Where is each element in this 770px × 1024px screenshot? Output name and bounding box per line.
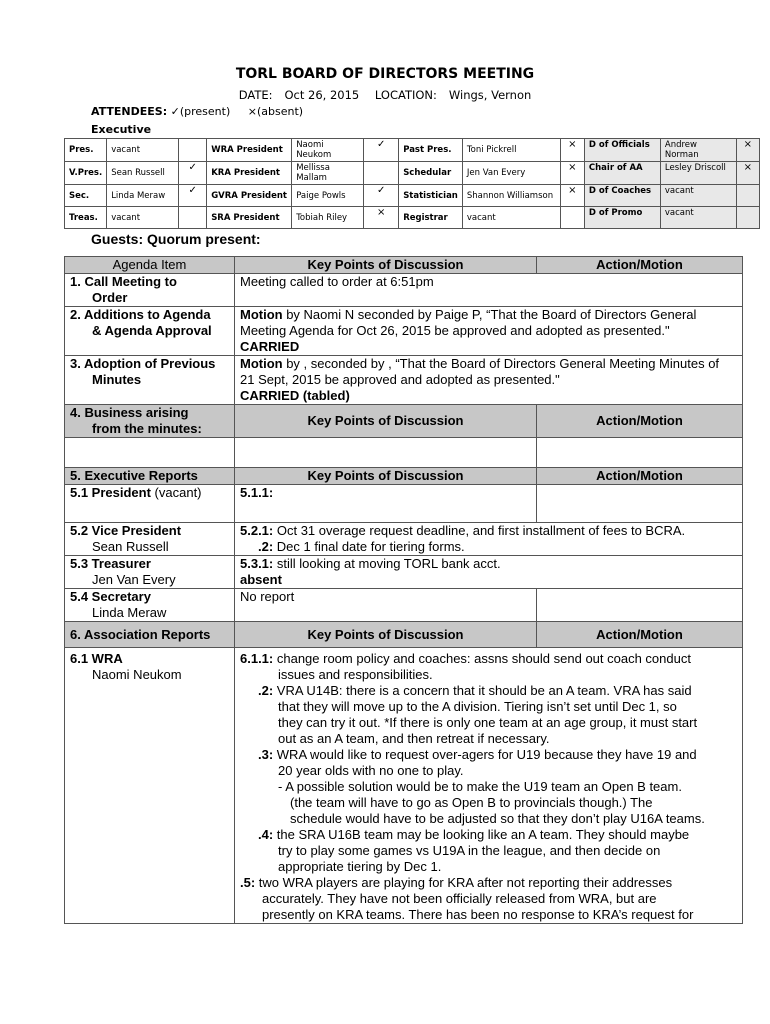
role-label: Treas. [65, 207, 107, 229]
agenda-row-vice-president [65, 523, 743, 556]
role-label: GVRA President [207, 185, 292, 207]
discussion-cell [235, 648, 743, 924]
point-text: VRA U14B: there is a concern that it should be an A team. VRA has said [273, 683, 692, 698]
attendance-mark [736, 207, 759, 229]
member-name: vacant [107, 207, 179, 229]
agenda-item-cell [65, 648, 235, 924]
agenda-item-cell [65, 523, 235, 556]
role-label: Schedular [399, 162, 463, 185]
point-text: - A possible solution would be to make the U19 team an Open B team. [278, 779, 682, 794]
empty-cell [235, 438, 537, 468]
point-number: 6.1.1: [240, 651, 274, 666]
attendance-mark: × [736, 162, 759, 185]
attendance-mark [560, 207, 584, 229]
action-motion-heading: Action/Motion [537, 468, 743, 485]
point-text: schedule would have to be adjusted so that they don’t play U16A teams. [290, 811, 705, 826]
agenda-item-label: 3. Adoption of Previous [70, 356, 216, 371]
executive-table [64, 138, 760, 229]
empty-cell [65, 438, 235, 468]
role-label: Pres. [65, 139, 107, 162]
member-name: Linda Meraw [107, 185, 179, 207]
agenda-item-cell [65, 274, 235, 307]
vacant-note: (vacant) [150, 485, 202, 500]
agenda-item-label: 5.2 Vice President [70, 523, 182, 538]
attendance-mark: × [560, 139, 584, 162]
agenda-item-cell [65, 405, 235, 438]
member-name: Jen Van Every [462, 162, 560, 185]
agenda-row-secretary [65, 589, 743, 622]
agenda-item-cell [65, 485, 235, 523]
header-action-motion: Action/Motion [537, 257, 743, 274]
header-agenda-item: Agenda Item [65, 257, 235, 274]
agenda-table [64, 256, 743, 924]
role-label: KRA President [207, 162, 292, 185]
agenda-row-adoption [65, 356, 743, 405]
attendance-mark [736, 185, 759, 207]
agenda-row-treasurer [65, 556, 743, 589]
point-number: .4: [258, 827, 274, 842]
point-text: presently on KRA teams. There has been no response to KRA’s request for [262, 907, 694, 922]
attendance-mark: × [364, 207, 399, 229]
point-text: that they will move up to the A division. Tiering isn’t set until Dec 1, so [278, 699, 677, 714]
agenda-item-cell [65, 589, 235, 622]
point-number: .3: [258, 747, 274, 762]
agenda-item-label: 5.4 Secretary [70, 589, 151, 604]
point-text: issues and responsibilities. [278, 667, 433, 682]
attendance-mark: ✓ [364, 139, 399, 162]
agenda-item-cell [65, 356, 235, 405]
attendance-mark [179, 207, 207, 229]
agenda-row-business-arising [65, 405, 743, 438]
point-number: .2: [258, 539, 274, 554]
attendees-label: ATTENDEES: [91, 105, 168, 118]
role-label: D of Officials [584, 139, 660, 162]
key-points-heading: Key Points of Discussion [235, 405, 537, 438]
agenda-item-label: 5.3 Treasurer [70, 556, 151, 571]
empty-cell [537, 438, 743, 468]
member-name: vacant [660, 185, 736, 207]
agenda-item-label-cont: & Agenda Approval [92, 323, 212, 338]
agenda-row-wra [65, 648, 743, 924]
point-text: two WRA players are playing for KRA after not reporting their addresses [255, 875, 673, 890]
point-text: they can try it out. *If there is only one team at an age group, it must start [278, 715, 698, 730]
key-points-heading: Key Points of Discussion [235, 468, 537, 485]
point-text: WRA would like to request over-agers for U19 because they have 19 and [273, 747, 697, 762]
attendance-mark: × [560, 185, 584, 207]
agenda-item-label: 5.1 President [70, 485, 151, 500]
agenda-header-row [65, 257, 743, 274]
point-text: Dec 1 final date for tiering forms. [273, 539, 465, 554]
agenda-row-association-reports [65, 622, 743, 648]
discussion-cell: 5.1.1: [235, 485, 537, 523]
role-label: Sec. [65, 185, 107, 207]
officer-name: Jen Van Every [92, 572, 176, 587]
member-name: Tobiah Riley [292, 207, 364, 229]
guests-line: Guests: Quorum present: [91, 231, 261, 247]
member-name: Naomi Neukom [292, 139, 364, 162]
member-name: Lesley Driscoll [660, 162, 736, 185]
date-location-line [0, 88, 770, 102]
attendance-mark: ✓ [179, 162, 207, 185]
discussion-cell [235, 307, 743, 356]
member-name: Mellissa Mallam [292, 162, 364, 185]
header-key-points: Key Points of Discussion [235, 257, 537, 274]
date-label: DATE: [238, 88, 273, 102]
point-text: out as an A team, and then retreat if necessary. [278, 731, 550, 746]
agenda-item-label-cont: Order [92, 290, 128, 305]
point-number: .5: [240, 875, 256, 890]
officer-name: Linda Meraw [92, 605, 167, 620]
point-text: still looking at moving TORL bank acct. [273, 556, 501, 571]
member-name: vacant [107, 139, 179, 162]
member-name: vacant [660, 207, 736, 229]
agenda-row-executive-reports [65, 468, 743, 485]
agenda-row-president [65, 485, 743, 523]
point-text: appropriate tiering by Dec 1. [278, 859, 442, 874]
point-text: 20 year olds with no one to play. [278, 763, 464, 778]
discussion-cell [235, 523, 743, 556]
role-label: Chair of AA [584, 162, 660, 185]
section-label: 5. Executive Reports [65, 468, 235, 485]
agenda-item-label: 6.1 WRA [70, 651, 123, 666]
agenda-item-label-cont: from the minutes: [92, 421, 202, 436]
absent-note: absent [240, 572, 282, 587]
document-title: TORL BOARD OF DIRECTORS MEETING [235, 66, 535, 82]
carried-label: CARRIED [240, 339, 300, 354]
attendance-mark [364, 162, 399, 185]
motion-text: by , seconded by , “That the Board of Directors General Meeting Minutes of 21 Sept, 2015 be approved and adopted as presented." [240, 356, 720, 387]
attendance-mark: ✓ [179, 185, 207, 207]
agenda-row-additions [65, 307, 743, 356]
carried-label: CARRIED (tabled) [240, 388, 350, 403]
agenda-item-cell [65, 556, 235, 589]
point-text: (the team will have to go as Open B to provincials though.) The [290, 795, 653, 810]
present-key: ✓(present) [170, 105, 231, 118]
agenda-item-label: 4. Business arising [70, 405, 189, 420]
location-value: Wings, Vernon [448, 88, 532, 102]
location-label: LOCATION: [374, 88, 437, 102]
agenda-row-call-to-order [65, 274, 743, 307]
attendance-mark: ✓ [364, 185, 399, 207]
member-name: vacant [462, 207, 560, 229]
member-name: Shannon Williamson [462, 185, 560, 207]
action-cell [537, 589, 743, 622]
member-name: Toni Pickrell [462, 139, 560, 162]
role-label: D of Coaches [584, 185, 660, 207]
executive-row [65, 207, 760, 229]
point-number: 5.2.1: [240, 523, 274, 538]
section-label: 6. Association Reports [65, 622, 235, 648]
role-label: V.Pres. [65, 162, 107, 185]
role-label: Registrar [399, 207, 463, 229]
discussion-cell [235, 356, 743, 405]
attendees-line [91, 105, 303, 118]
attendance-mark: × [736, 139, 759, 162]
attendance-mark: × [560, 162, 584, 185]
executive-row [65, 162, 760, 185]
attendance-mark [179, 139, 207, 162]
discussion-cell: No report [235, 589, 537, 622]
point-text: change room policy and coaches: assns should send out coach conduct [273, 651, 691, 666]
action-motion-heading: Action/Motion [537, 622, 743, 648]
role-label: WRA President [207, 139, 292, 162]
point-number: 5.3.1: [240, 556, 274, 571]
executive-label: Executive [91, 123, 152, 136]
officer-name: Naomi Neukom [92, 667, 182, 682]
agenda-item-label-cont: Minutes [92, 372, 142, 387]
executive-row [65, 185, 760, 207]
key-points-heading: Key Points of Discussion [235, 622, 537, 648]
agenda-row-empty [65, 438, 743, 468]
role-label: SRA President [207, 207, 292, 229]
discussion-cell: Meeting called to order at 6:51pm [235, 274, 743, 307]
executive-row [65, 139, 760, 162]
point-text: the SRA U16B team may be looking like an A team. They should maybe [273, 827, 690, 842]
agenda-item-label: 1. Call Meeting to [70, 274, 177, 289]
point-text: try to play some games vs U19A in the league, and then decide on [278, 843, 661, 858]
motion-label: Motion [240, 356, 283, 371]
member-name: Andrew Norman [660, 139, 736, 162]
point-number: .2: [258, 683, 274, 698]
agenda-item-label: 2. Additions to Agenda [70, 307, 211, 322]
agenda-item-cell [65, 307, 235, 356]
officer-name: Sean Russell [92, 539, 169, 554]
motion-text: by Naomi N seconded by Paige P, “That the Board of Directors General Meeting Agenda for Oct 26, 2015 be approved and adopted as presented." [240, 307, 697, 338]
date-value: Oct 26, 2015 [284, 88, 360, 102]
role-label: Past Pres. [399, 139, 463, 162]
role-label: Statistician [399, 185, 463, 207]
member-name: Paige Powls [292, 185, 364, 207]
point-text: Oct 31 overage request deadline, and first installment of fees to BCRA. [273, 523, 686, 538]
point-text: accurately. They have not been officially released from WRA, but are [262, 891, 657, 906]
role-label: D of Promo [584, 207, 660, 229]
action-cell [537, 485, 743, 523]
member-name: Sean Russell [107, 162, 179, 185]
discussion-cell [235, 556, 743, 589]
motion-label: Motion [240, 307, 283, 322]
action-motion-heading: Action/Motion [537, 405, 743, 438]
absent-key: ×(absent) [247, 105, 304, 118]
